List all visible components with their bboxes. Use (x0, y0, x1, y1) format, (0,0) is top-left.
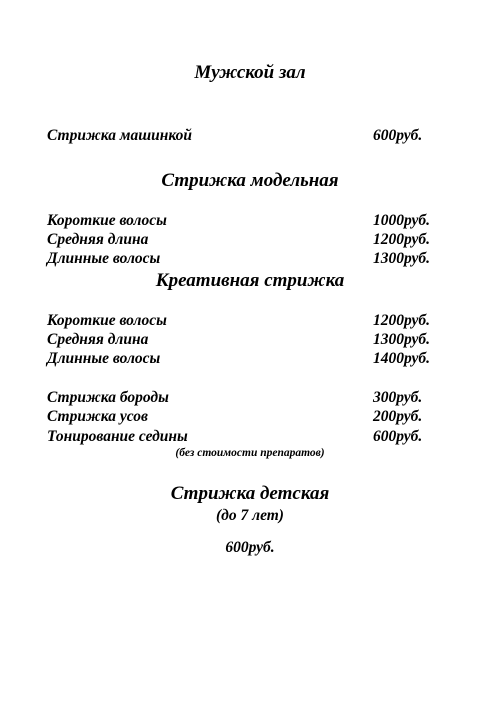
model-item-label: Короткие волосы (47, 212, 167, 229)
extra-item-price: 200руб. (373, 408, 423, 425)
creative-item-label: Длинные волосы (47, 350, 161, 367)
extra-item-label: Тонирование седины (47, 428, 188, 445)
page-title: Мужской зал (194, 62, 306, 83)
model-item-price: 1000руб. (373, 212, 431, 229)
extras-note: (без стоимости препаратов) (175, 447, 325, 459)
extra-item-price: 300руб. (373, 389, 423, 406)
extra-item-label: Стрижка усов (47, 408, 148, 425)
model-item-label: Средняя длина (47, 231, 149, 248)
model-item-label: Длинные волосы (47, 250, 161, 267)
model-cut-heading: Стрижка модельная (161, 170, 339, 191)
creative-cut-heading: Креативная стрижка (155, 270, 345, 291)
creative-item-label: Короткие волосы (47, 312, 167, 329)
machine-cut-label: Стрижка машинкой (47, 127, 192, 144)
kids-cut-subheading: (до 7 лет) (216, 507, 284, 524)
creative-item-label: Средняя длина (47, 331, 149, 348)
extra-item-label: Стрижка бороды (47, 389, 169, 406)
creative-item-price: 1400руб. (373, 350, 431, 367)
kids-cut-price: 600руб. (225, 539, 275, 556)
model-item-price: 1300руб. (373, 250, 431, 267)
kids-cut-heading: Стрижка детская (170, 483, 330, 504)
creative-item-price: 1300руб. (373, 331, 431, 348)
machine-cut-price: 600руб. (373, 127, 423, 144)
extra-item-price: 600руб. (373, 428, 423, 445)
creative-item-price: 1200руб. (373, 312, 431, 329)
model-item-price: 1200руб. (373, 231, 431, 248)
